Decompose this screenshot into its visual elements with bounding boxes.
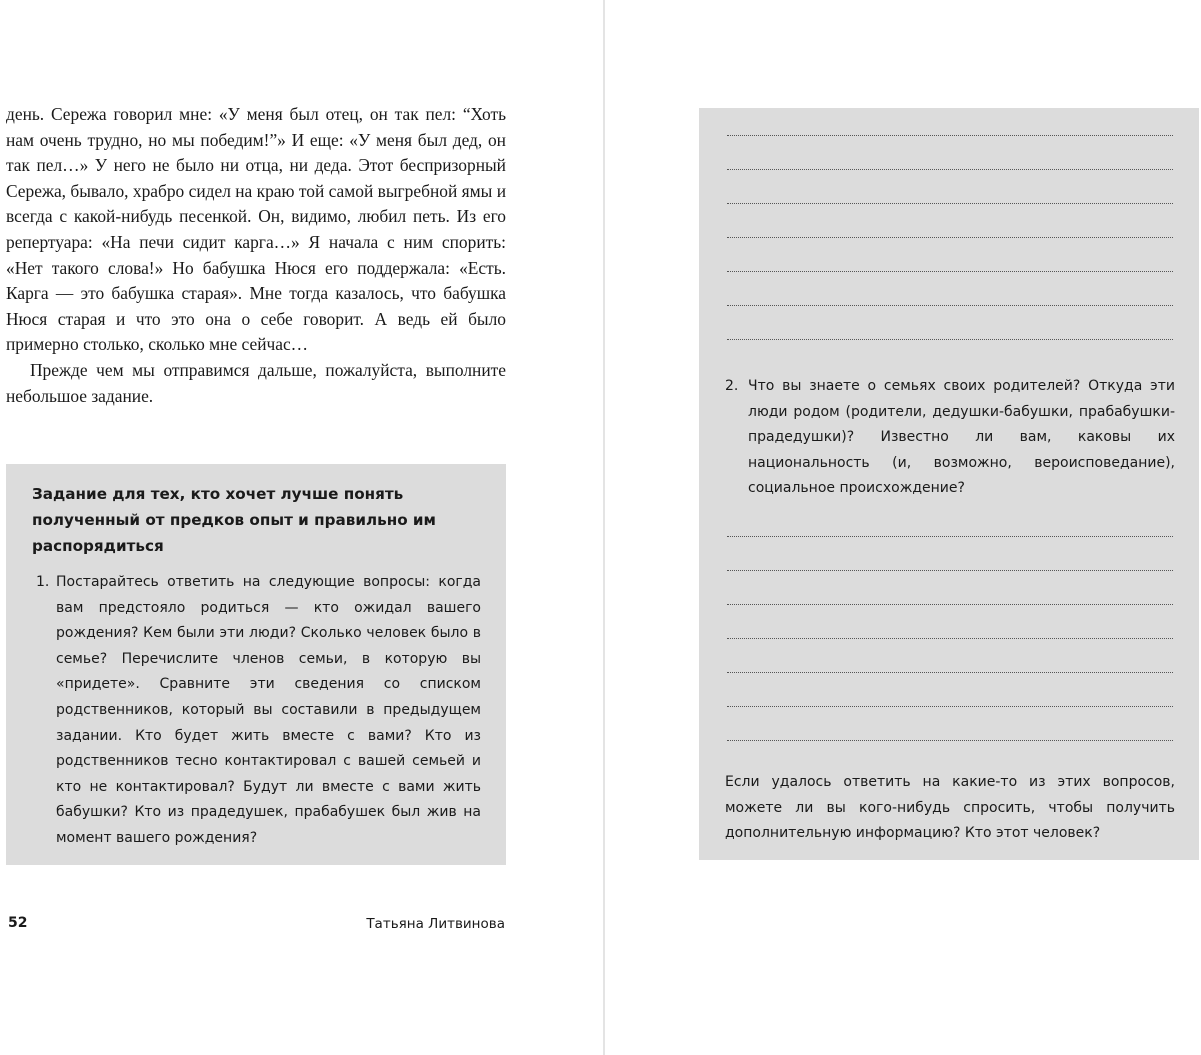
task-box bbox=[6, 464, 506, 865]
page-number: 52 bbox=[8, 915, 28, 931]
answer-line[interactable] bbox=[727, 135, 1173, 136]
answer-line[interactable] bbox=[727, 604, 1173, 605]
answer-line[interactable] bbox=[727, 237, 1173, 238]
right-page bbox=[605, 0, 1201, 1055]
answer-line[interactable] bbox=[727, 536, 1173, 537]
answer-line[interactable] bbox=[727, 672, 1173, 673]
paragraph-1: день. Сережа говорил мне: «У меня был отец, он так пел: “Хоть нам очень трудно, но мы победим!”» И еще: «У меня был дед, он так пел…» У него не было ни отца, ни деда. Этот беспризорный Сережа, бывало, храбро сидел на краю той самой выгребной ямы и всегда с какой-нибудь песенкой. Он, видимо, любил петь. Из его репертуара: «На печи сидит карга…» Я начала с ним спорить: «Нет такого слова!» Но бабушка Нюся его поддержала: «Есть. Карга — это бабушка старая». Мне тогда казалось, что бабушка Нюся старая и что это она о себе говорит. А ведь ей было примерно столько, сколько мне сейчас… bbox=[6, 104, 506, 355]
question-1-text: Постарайтесь ответить на следующие вопросы: когда вам предстояло родиться — кто ожидал вашего рождения? Кем были эти люди? Сколько человек было в семье? Перечислите членов семьи, в которую вы «придете». Сравните эти сведения со списком родственников, который вы составили в предыдущем задании. Кто будет жить вместе с вами? Кто из родственников тесно контактировал с вашей семьей и кто не контактировал? Будут ли вместе с вами жить бабушки? Кто из прадедушек, прабабушек был жив на момент вашего рождения? bbox=[56, 574, 481, 846]
task-title: Задание для тех, кто хочет лучше понять полученный от предков опыт и правильно им распорядиться bbox=[32, 485, 436, 555]
task-box-continued bbox=[699, 108, 1199, 860]
answer-line[interactable] bbox=[727, 706, 1173, 707]
body-text bbox=[6, 102, 506, 409]
answer-line[interactable] bbox=[727, 203, 1173, 204]
followup-question: Если удалось ответить на какие-то из этих вопросов, можете ли вы кого-нибудь спросить, чтобы получить дополнительную информацию? Кто этот человек? bbox=[725, 774, 1175, 842]
question-1-number: 1. bbox=[36, 574, 50, 590]
question-2-text: Что вы знаете о семьях своих родителей? Откуда эти люди родом (родители, дедушки-бабушки, прабабушки-прадедушки)? Известно ли вам, каковы их национальность (и, возможно, вероисповедание), социальное происхождение? bbox=[748, 378, 1175, 497]
answer-line[interactable] bbox=[727, 169, 1173, 170]
answer-line[interactable] bbox=[727, 271, 1173, 272]
running-footer-author: Татьяна Литвинова bbox=[366, 916, 505, 932]
paragraph-2: Прежде чем мы отправимся дальше, пожалуйста, выполните небольшое задание. bbox=[6, 359, 506, 406]
question-2-number: 2. bbox=[725, 378, 739, 394]
answer-line[interactable] bbox=[727, 339, 1173, 340]
answer-line[interactable] bbox=[727, 570, 1173, 571]
answer-line[interactable] bbox=[727, 638, 1173, 639]
answer-line[interactable] bbox=[727, 740, 1173, 741]
answer-line[interactable] bbox=[727, 305, 1173, 306]
